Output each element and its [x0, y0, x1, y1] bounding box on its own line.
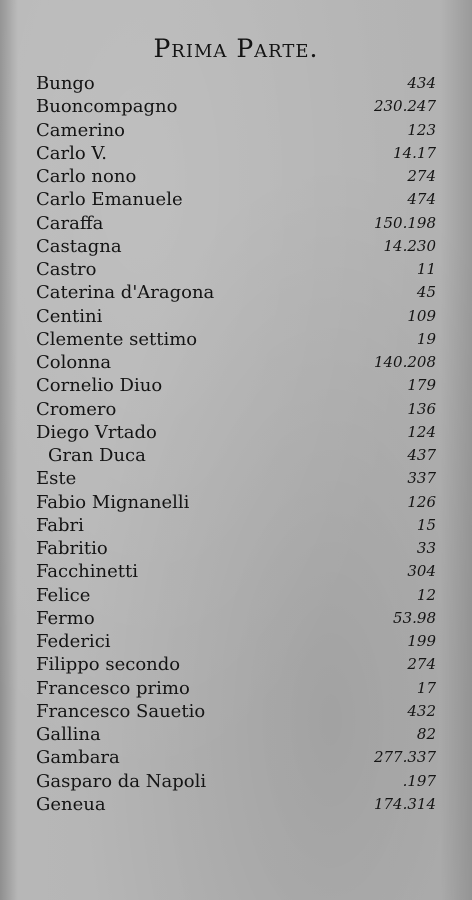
entry-name: Castro — [36, 259, 97, 280]
entry-name: Bungo — [36, 73, 95, 94]
entry-name: Cromero — [36, 398, 117, 420]
index-entry — [36, 491, 436, 514]
index-entry — [36, 793, 436, 816]
entry-pages: 434 — [407, 74, 436, 92]
entry-pages: 432 — [407, 701, 436, 720]
entry-pages: 126 — [407, 492, 436, 511]
index-entry — [36, 770, 436, 793]
entry-name: Caraffa — [36, 212, 104, 234]
index-entry — [36, 305, 436, 328]
entry-pages: 274 — [407, 655, 436, 674]
entry-name: Fabio Mignanelli — [36, 491, 190, 513]
index-entry — [36, 142, 436, 165]
entry-pages: 140.208 — [373, 353, 436, 371]
entry-pages: 19 — [416, 329, 436, 348]
entry-pages: 15 — [416, 515, 436, 534]
entry-pages: 437 — [407, 446, 436, 464]
entry-pages: 53.98 — [393, 608, 436, 627]
index-entry — [36, 351, 436, 374]
entry-name: Centini — [36, 305, 103, 327]
index-entry — [36, 119, 436, 142]
entry-name: Colonna — [36, 352, 112, 373]
entry-name: Filippo secondo — [36, 654, 181, 676]
index-entry — [36, 398, 436, 421]
index-list — [36, 72, 436, 816]
index-entry — [36, 444, 436, 467]
entry-name: Federici — [36, 631, 111, 652]
index-entry — [36, 72, 436, 95]
entry-pages: 274 — [407, 167, 436, 185]
index-entry — [36, 560, 436, 583]
entry-pages: 123 — [407, 120, 436, 139]
entry-name: Geneua — [36, 793, 106, 815]
index-entry — [36, 653, 436, 676]
entry-name: Camerino — [36, 119, 126, 141]
entry-name: Este — [36, 468, 77, 490]
index-entry — [36, 374, 436, 397]
entry-pages: 14.17 — [393, 143, 436, 162]
entry-pages: 174.314 — [373, 794, 436, 813]
entry-name: Castagna — [36, 235, 122, 257]
index-entry — [36, 514, 436, 537]
index-entry — [36, 165, 436, 188]
index-entry — [36, 421, 436, 444]
entry-pages: 179 — [407, 376, 436, 395]
index-entry — [36, 700, 436, 723]
entry-pages: .197 — [402, 771, 436, 790]
entry-pages: 277.337 — [373, 748, 436, 767]
index-entry — [36, 677, 436, 700]
entry-pages: 150.198 — [373, 213, 436, 232]
index-entry — [36, 212, 436, 235]
entry-name: Carlo V. — [36, 142, 107, 164]
entry-pages: 337 — [407, 469, 436, 488]
entry-name: Gallina — [36, 724, 101, 745]
index-entry — [36, 467, 436, 490]
entry-pages: 124 — [407, 422, 436, 441]
index-entry — [36, 95, 436, 118]
entry-name: Facchinetti — [36, 561, 138, 583]
entry-name: Gasparo da Napoli — [36, 770, 207, 792]
index-entry — [36, 746, 436, 769]
index-entry — [36, 630, 436, 653]
index-entry — [36, 188, 436, 211]
entry-name: Diego Vrtado — [36, 421, 157, 443]
entry-name: Buoncompagno — [36, 96, 178, 118]
entry-name: Felice — [36, 584, 91, 606]
entry-pages: 199 — [407, 632, 436, 650]
index-entry — [36, 258, 436, 281]
entry-pages: 109 — [407, 306, 436, 325]
entry-name: Fermo — [36, 607, 95, 629]
entry-pages: 474 — [407, 190, 436, 209]
index-entry — [36, 584, 436, 607]
entry-pages: 17 — [416, 678, 436, 697]
entry-pages: 82 — [416, 725, 436, 743]
entry-name: Carlo nono — [36, 166, 137, 187]
entry-name: Carlo Emanuele — [36, 189, 183, 211]
entry-name: Fabri — [36, 514, 84, 536]
entry-pages: 136 — [407, 399, 436, 418]
entry-name: Cornelio Diuo — [36, 375, 163, 397]
index-entry — [36, 281, 436, 304]
entry-name: Francesco primo — [36, 677, 190, 699]
entry-name: Francesco Sauetio — [36, 700, 206, 722]
entry-pages: 304 — [407, 562, 436, 581]
entry-name: Clemente settimo — [36, 328, 198, 350]
index-entry — [36, 607, 436, 630]
entry-pages: 45 — [416, 283, 436, 302]
entry-pages: 33 — [416, 539, 436, 557]
entry-name: Fabritio — [36, 538, 108, 559]
entry-pages: 230.247 — [373, 97, 436, 116]
entry-name: Caterina d'Aragona — [36, 282, 215, 304]
page-title: Prima Parte. — [153, 34, 319, 63]
entry-name: Gambara — [36, 747, 120, 769]
entry-pages: 14.230 — [383, 236, 436, 255]
entry-pages: 11 — [416, 260, 436, 278]
index-entry — [36, 328, 436, 351]
entry-name: Gran Duca — [48, 445, 146, 466]
entry-pages: 12 — [416, 585, 436, 604]
index-entry — [36, 537, 436, 560]
index-entry — [36, 235, 436, 258]
index-entry — [36, 723, 436, 746]
